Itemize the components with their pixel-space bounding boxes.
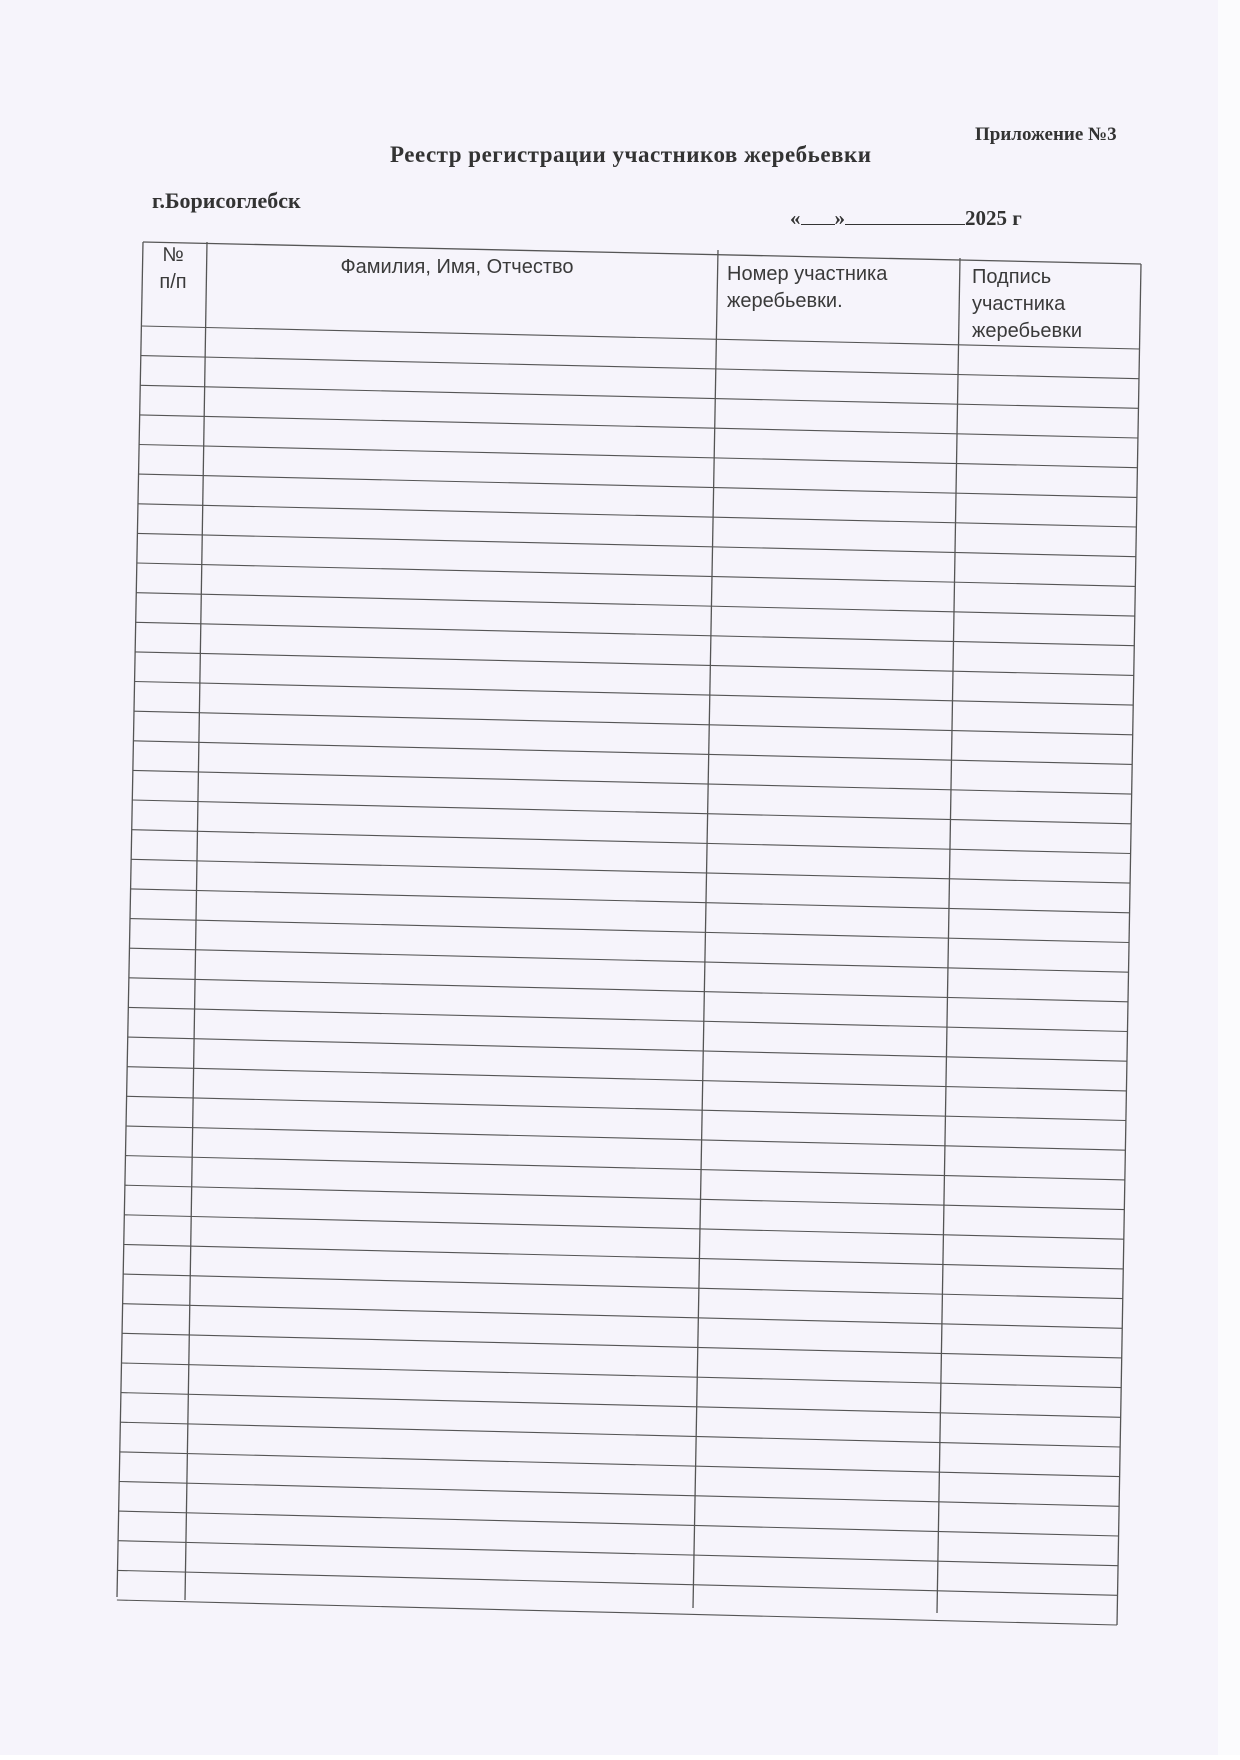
table-row-line bbox=[133, 770, 1132, 794]
column-header-full-name-line1: Фамилия, Имя, Отчество bbox=[340, 256, 574, 278]
column-header-signature-line1: Подпись bbox=[972, 266, 1052, 288]
table-row-line bbox=[119, 1511, 1119, 1536]
city-label: г.Борисоглебск bbox=[152, 188, 301, 213]
table-row-line bbox=[128, 1037, 1127, 1061]
column-header-participant-number bbox=[727, 261, 937, 315]
table-row-line bbox=[119, 1482, 1119, 1507]
table-row-line bbox=[126, 1156, 1125, 1180]
table-row-line bbox=[140, 385, 1138, 408]
column-header-signature-line2: участника bbox=[972, 293, 1066, 315]
table-row-line bbox=[129, 978, 1128, 1002]
column-header-number-line2: п/п bbox=[159, 271, 187, 293]
table-column-line bbox=[1117, 264, 1141, 1625]
table-row-line bbox=[135, 682, 1134, 706]
table-row-line bbox=[127, 1067, 1126, 1091]
table-row-line bbox=[123, 1304, 1123, 1329]
column-header-signature bbox=[972, 264, 1122, 345]
document-title: Реестр регистрации участников жеребьевки bbox=[390, 142, 872, 167]
table-border-bottom bbox=[117, 1600, 1117, 1625]
date-close-quote: » bbox=[834, 206, 845, 230]
table-row-line bbox=[120, 1452, 1120, 1477]
table-row-line bbox=[131, 859, 1130, 883]
table-row-line bbox=[125, 1185, 1124, 1209]
column-header-signature-line3: жеребьевки bbox=[972, 320, 1083, 342]
column-header-full-name bbox=[207, 254, 707, 281]
date-open-quote: « bbox=[790, 206, 801, 230]
table-row-line bbox=[136, 593, 1135, 616]
column-header-participant-number-line1: Номер участника bbox=[727, 263, 888, 285]
table-column-line bbox=[937, 258, 960, 1613]
table-column-line bbox=[693, 250, 718, 1608]
table-row-line bbox=[120, 1422, 1120, 1447]
table-row-line bbox=[128, 1007, 1127, 1031]
appendix-label: Приложение №3 bbox=[975, 124, 1117, 145]
table-row-line bbox=[136, 622, 1135, 645]
table-row-line bbox=[137, 563, 1136, 586]
table-row-line bbox=[121, 1393, 1121, 1418]
table-row-line bbox=[132, 830, 1131, 854]
column-header-number-line1: № bbox=[162, 244, 184, 266]
table-row-line bbox=[134, 711, 1133, 735]
column-header-number bbox=[153, 242, 193, 296]
table-row-line bbox=[124, 1245, 1124, 1269]
table-row-line bbox=[139, 445, 1137, 468]
table-column-line bbox=[117, 242, 143, 1597]
table-row-line bbox=[141, 356, 1139, 379]
table-row-line bbox=[126, 1126, 1125, 1150]
table-row-line bbox=[118, 1541, 1118, 1566]
table-row-line bbox=[127, 1096, 1126, 1120]
table-row-line bbox=[138, 504, 1136, 527]
date-year: 2025 г bbox=[965, 206, 1022, 230]
table-row-line bbox=[131, 889, 1130, 913]
table-row-line bbox=[118, 1570, 1118, 1595]
table-row-line bbox=[129, 948, 1128, 972]
table-row-line bbox=[132, 800, 1131, 824]
table-row-line bbox=[130, 919, 1129, 943]
table-row-line bbox=[137, 533, 1135, 556]
table-row-line bbox=[139, 474, 1137, 497]
column-header-participant-number-line2: жеребьевки. bbox=[727, 290, 843, 312]
table-row-line bbox=[122, 1363, 1122, 1388]
table-row-line bbox=[122, 1333, 1122, 1358]
table-row-line bbox=[140, 415, 1138, 438]
table-row-line bbox=[123, 1274, 1123, 1299]
table-row-line bbox=[135, 652, 1134, 676]
table-row-line bbox=[133, 741, 1132, 765]
table-row-line bbox=[124, 1215, 1124, 1239]
